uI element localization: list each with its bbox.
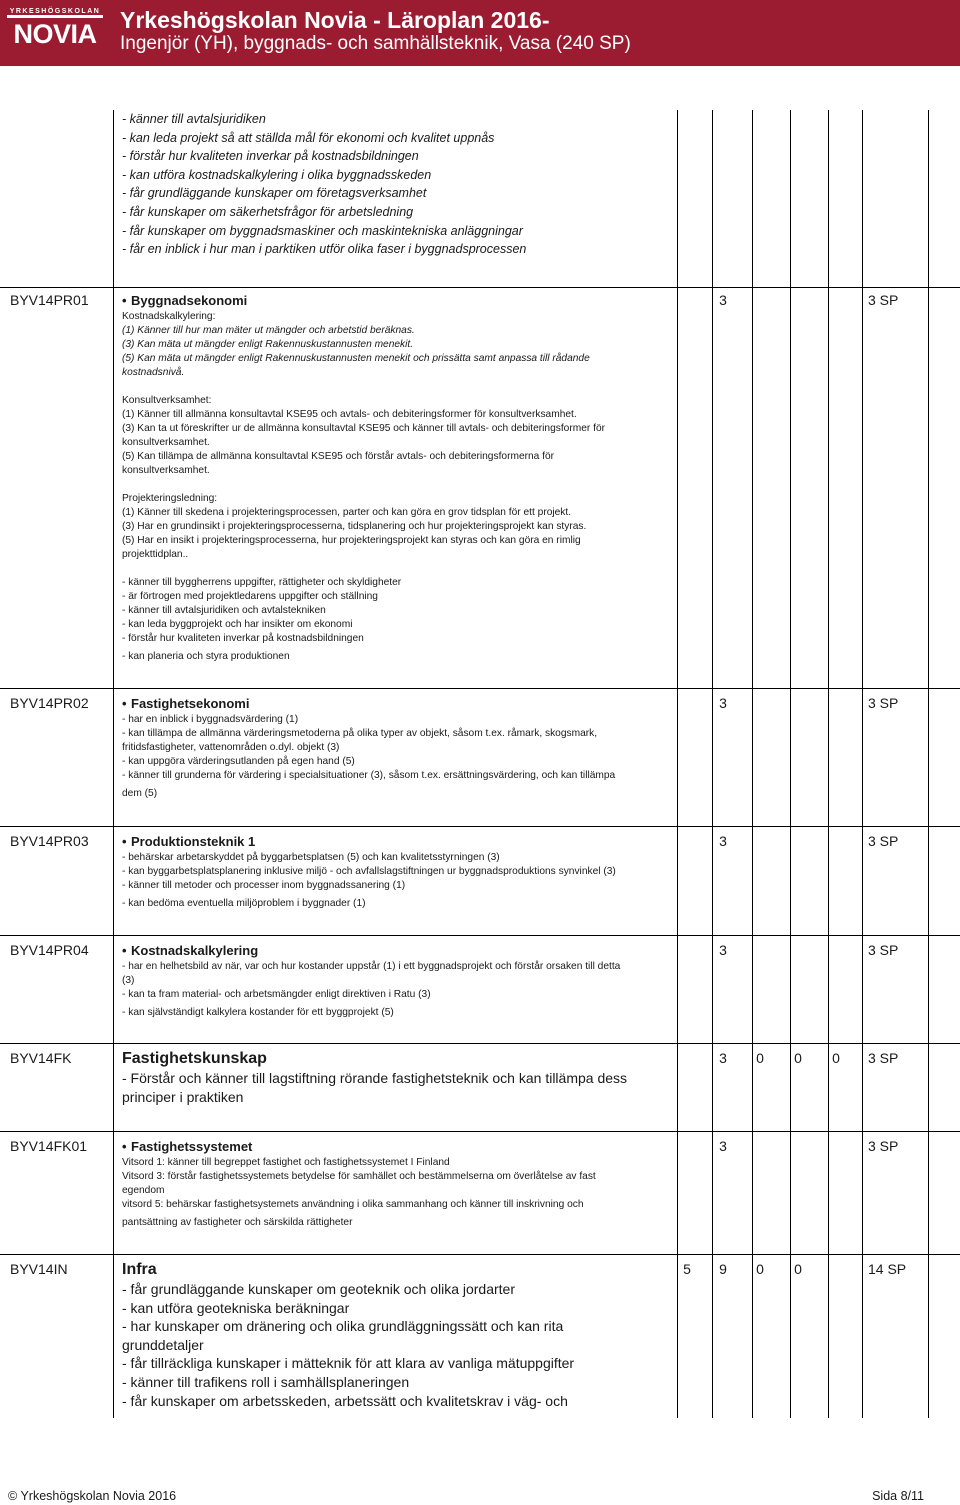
course-title: [122, 833, 677, 851]
course-sp: 3 SP: [868, 833, 899, 849]
description-block: [122, 576, 677, 664]
desc-line: - har en inblick i byggnadsvärdering (1): [122, 714, 299, 725]
intro-line: - får en inblick i hur man i parktiken utför olika faser i byggnadsprocessen: [122, 242, 527, 257]
desc-line: - känner till metoder och processer inom byggnadssanering (1): [122, 880, 406, 891]
desc-line: - får tillräckliga kunskaper i mätteknik för att klara av vanliga mätuppgifter: [122, 1355, 575, 1372]
desc-line: - kan ta fram material- och arbetsmängder enligt direktiven i Ratu (3): [122, 989, 431, 1000]
course-description: [122, 942, 677, 1020]
credit-col-1: 3: [719, 1050, 727, 1066]
table-row-divider: [0, 287, 960, 288]
description-block: [122, 492, 677, 562]
bullet-icon: •: [122, 696, 127, 711]
desc-line: (1) Känner till skedena i projekteringsprocessen, parter och kan göra en grov tidsplan för ett projekt.: [122, 507, 572, 518]
desc-line: - behärskar arbetarskyddet på byggarbetsplatsen (5) och kan kvalitetsstyrningen (3): [122, 852, 500, 863]
course-description: [122, 1049, 677, 1106]
desc-line: - kan utföra geotekniska beräkningar: [122, 1299, 350, 1316]
description-block: [122, 1156, 677, 1230]
intro-objectives: [122, 110, 677, 259]
course-description: [122, 833, 677, 911]
header-subtitle: Ingenjör (YH), byggnads- och samhällsteknik, Vasa (240 SP): [120, 33, 631, 54]
desc-line: - har en helhetsbild av när, var och hur kostander uppstår (1) i ett byggnadsprojekt och förstår orsaken till detta: [122, 961, 621, 972]
description-block: [122, 960, 677, 1020]
desc-line: vitsord 5: behärskar fastighetsystemets användning i olika sammanhang och känner till inskrivning och: [122, 1199, 584, 1210]
description-block: [122, 1280, 677, 1410]
bullet-icon: •: [122, 1139, 127, 1154]
course-description: [122, 292, 677, 664]
course-code: BYV14PR02: [10, 695, 89, 711]
desc-line: dem (5): [122, 788, 158, 799]
intro-line: - får kunskaper om byggnadsmaskiner och maskintekniska anläggningar: [122, 223, 523, 238]
desc-line: konsultverksamhet.: [122, 437, 210, 448]
desc-line: (3) Kan mäta ut mängder enligt Rakennuskustannusten menekit.: [122, 339, 414, 350]
course-code: BYV14FK: [10, 1050, 72, 1066]
desc-line: kostnadsnivå.: [122, 367, 185, 378]
desc-line: Vitsord 1: känner till begreppet fastighet och fastighetssystemet I Finland: [122, 1157, 450, 1168]
credit-col-1: 3: [719, 1138, 727, 1154]
course-title: [122, 942, 677, 960]
course-title-text: Fastighetssystemet: [131, 1139, 253, 1154]
novia-logo: [6, 8, 104, 58]
desc-line: pantsättning av fastigheter och särskilda rättigheter: [122, 1217, 353, 1228]
credit-col-3: 0: [794, 1050, 802, 1066]
intro-line: - får kunskaper om säkerhetsfrågor för arbetsledning: [122, 204, 414, 219]
logo-bar: [7, 15, 103, 18]
table-row-divider: [0, 935, 960, 936]
table-col-divider: [828, 110, 829, 1418]
desc-line: egendom: [122, 1185, 165, 1196]
desc-line: - känner till avtalsjuridiken och avtalstekniken: [122, 605, 326, 616]
desc-line: - kan självständigt kalkylera kostander för ett byggprojekt (5): [122, 1007, 394, 1018]
course-title-text: Fastighetsekonomi: [131, 696, 250, 711]
desc-line: konsultverksamhet.: [122, 465, 210, 476]
table-col-divider: [928, 110, 929, 1418]
desc-line: principer i praktiken: [122, 1088, 244, 1105]
table-col-divider: [113, 110, 114, 1418]
credit-col-1: 5: [683, 1261, 691, 1277]
intro-line: - får grundläggande kunskaper om företagsverksamhet: [122, 186, 427, 201]
desc-line: (1) Känner till allmänna konsultavtal KSE95 och avtals- och debiteringsformer för konsultverksamhet.: [122, 409, 577, 420]
desc-line: projekttidplan..: [122, 549, 189, 560]
header-title: Yrkeshögskolan Novia - Läroplan 2016-: [120, 7, 550, 33]
course-sp: 14 SP: [868, 1261, 907, 1277]
course-title: [122, 1138, 677, 1156]
course-sp: 3 SP: [868, 1050, 899, 1066]
desc-line: (1) Känner till hur man mäter ut mängder och arbetstid beräknas.: [122, 325, 415, 336]
course-description: [122, 1260, 677, 1410]
desc-line: - känner till byggherrens uppgifter, rättigheter och skyldigheter: [122, 577, 402, 588]
desc-line: (3): [122, 975, 135, 986]
desc-line: grunddetaljer: [122, 1336, 204, 1353]
desc-line: - kan tillämpa de allmänna värderingsmetoderna på olika typer av objekt, såsom t.ex. råmark, skogsmark,: [122, 728, 598, 739]
table-row-divider: [0, 688, 960, 689]
credit-col-1: 3: [719, 833, 727, 849]
table-col-divider: [677, 110, 678, 1418]
desc-line: - har kunskaper om dränering och olika grundläggningssätt och kan rita: [122, 1318, 564, 1335]
desc-line: - kan byggarbetsplatsplanering inklusive miljö - och avfallslagstiftningen ur byggnadsproduktions synvinkel (3): [122, 866, 616, 877]
desc-line: - får grundläggande kunskaper om geoteknik och olika jordarter: [122, 1281, 516, 1297]
description-block: [122, 310, 677, 380]
course-code: BYV14PR03: [10, 833, 89, 849]
desc-line: Vitsord 3: förstår fastighetssystemets betydelse för samhället och bestämmelserna om överlåtelse av fast: [122, 1171, 596, 1182]
intro-line: - kan utföra kostnadskalkylering i olika byggnadsskeden: [122, 167, 432, 182]
desc-line: (5) Kan mäta ut mängder enligt Rakennuskustannusten menekit och prissätta samt anpassa till rådande: [122, 353, 590, 364]
course-title-text: Kostnadskalkylering: [131, 943, 259, 958]
credit-col-1: 3: [719, 292, 727, 308]
desc-line: Kostnadskalkylering:: [122, 311, 216, 322]
intro-line: - kan leda projekt så att ställda mål för ekonomi och kvalitet uppnås: [122, 130, 495, 145]
desc-line: Projekteringsledning:: [122, 493, 218, 504]
course-code: BYV14PR04: [10, 942, 89, 958]
course-code: BYV14FK01: [10, 1138, 88, 1154]
desc-line: - känner till grunderna för värdering i specialsituationer (3), såsom t.ex. ersättningsvärdering, och kan tillämpa: [122, 770, 616, 781]
desc-line: fritidsfastigheter, vattenområden o.dyl. objekt (3): [122, 742, 340, 753]
credit-col-1: 3: [719, 695, 727, 711]
bullet-icon: •: [122, 834, 127, 849]
desc-line: - är förtrogen med projektledarens uppgifter och ställning: [122, 591, 378, 602]
description-block: [122, 394, 677, 478]
desc-line: (5) Har en insikt i projekteringsprocesserna, hur projekteringsprojekt kan styras och kan göra en rimlig: [122, 535, 581, 546]
desc-line: - kan leda byggprojekt och har insikter om ekonomi: [122, 619, 353, 630]
description-block: [122, 1069, 677, 1106]
table-row-divider: [0, 1254, 960, 1255]
course-description: [122, 695, 677, 801]
table-col-divider: [752, 110, 753, 1418]
logo-small-text: YRKESHÖGSKOLAN: [9, 8, 101, 15]
course-code: BYV14PR01: [10, 292, 89, 308]
desc-line: - kan uppgöra värderingsutlanden på egen hand (5): [122, 756, 355, 767]
desc-line: - känner till trafikens roll i samhällsplaneringen: [122, 1373, 410, 1390]
desc-line: - förstår hur kvaliteten inverkar på kostnadsbildningen: [122, 633, 364, 644]
footer-page-number: Sida 8/11: [872, 1489, 924, 1503]
table-col-divider: [862, 110, 863, 1418]
bullet-icon: •: [122, 293, 127, 308]
intro-line: - känner till avtalsjuridiken: [122, 112, 266, 126]
credit-col-4: 0: [832, 1050, 840, 1066]
desc-line: - får kunskaper om arbetsskeden, arbetssätt och kvalitetskrav i väg- och: [122, 1392, 568, 1409]
course-sp: 3 SP: [868, 942, 899, 958]
course-sp: 3 SP: [868, 695, 899, 711]
table-row-divider: [0, 1131, 960, 1132]
desc-line: Konsultverksamhet:: [122, 395, 212, 406]
credit-col-1: 3: [719, 942, 727, 958]
desc-line: - Förstår och känner till lagstiftning rörande fastighetsteknik och kan tillämpa dess: [122, 1070, 628, 1086]
course-title: Fastighetskunskap: [122, 1050, 267, 1067]
course-title: [122, 292, 677, 310]
bullet-icon: •: [122, 943, 127, 958]
desc-line: (3) Kan ta ut föreskrifter ur de allmänna konsultavtal KSE95 och känner till avtals- och debiteringsformer för: [122, 423, 606, 434]
table-row-divider: [0, 826, 960, 827]
course-sp: 3 SP: [868, 292, 899, 308]
credit-col-2: 9: [719, 1261, 727, 1277]
logo-big-text: NOVIA: [13, 19, 97, 49]
course-title: Infra: [122, 1261, 157, 1278]
footer-copyright: © Yrkeshögskolan Novia 2016: [8, 1489, 177, 1503]
course-title-text: Produktionsteknik 1: [131, 834, 256, 849]
page-header: [0, 0, 960, 66]
description-block: [122, 851, 677, 911]
credit-col-4: 0: [794, 1261, 802, 1277]
desc-line: (5) Kan tillämpa de allmänna konsultavtal KSE95 och förstår avtals- och debiteringsformerna för: [122, 451, 555, 462]
course-code: BYV14IN: [10, 1261, 68, 1277]
course-title-text: Byggnadsekonomi: [131, 293, 248, 308]
table-col-divider: [790, 110, 791, 1418]
course-description: [122, 1138, 677, 1230]
intro-line: - förstår hur kvaliteten inverkar på kostnadsbildningen: [122, 149, 419, 164]
desc-line: (3) Har en grundinsikt i projekteringsprocesserna, tidsplanering och hur projekteringsprojekt kan styras.: [122, 521, 587, 532]
table-row-divider: [0, 1043, 960, 1044]
desc-line: - kan planeria och styra produktionen: [122, 651, 290, 662]
credit-col-2: 0: [756, 1050, 764, 1066]
course-title: [122, 695, 677, 713]
credit-col-3: 0: [756, 1261, 764, 1277]
desc-line: - kan bedöma eventuella miljöproblem i byggnader (1): [122, 898, 366, 909]
description-block: [122, 713, 677, 801]
course-sp: 3 SP: [868, 1138, 899, 1154]
